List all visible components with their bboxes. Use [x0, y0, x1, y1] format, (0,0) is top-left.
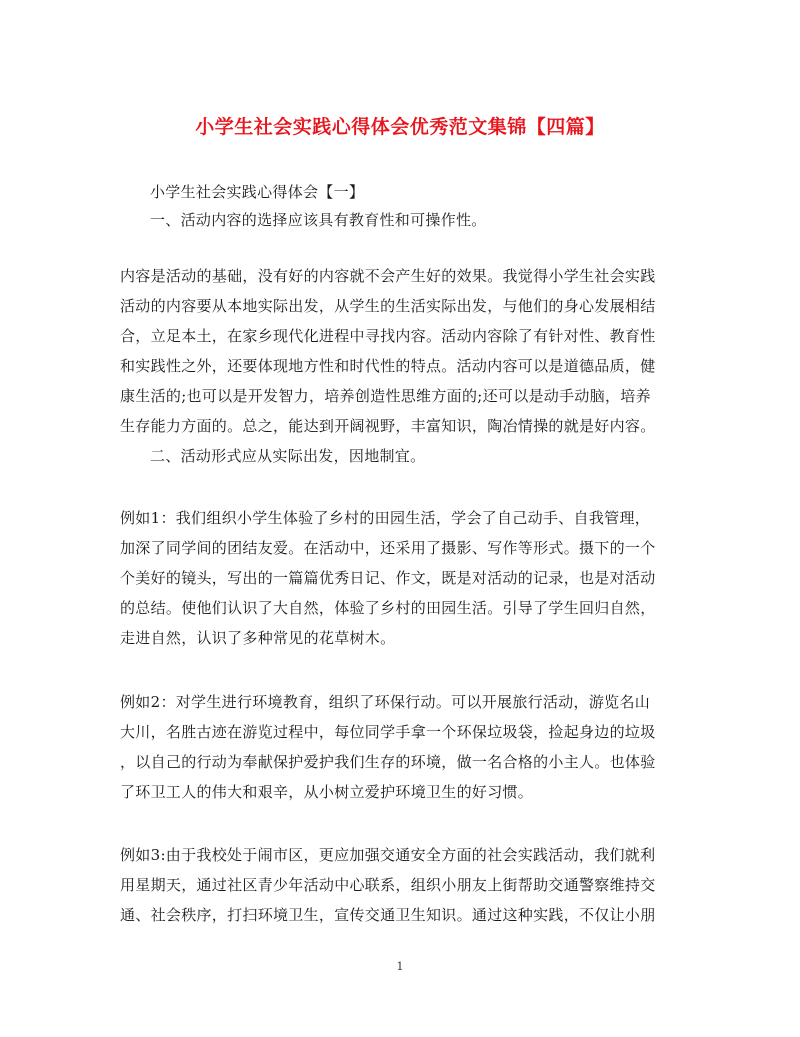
paragraph-line: 的总结。使他们认识了大自然，体验了乡村的田园生活。引导了学生回归自然， — [120, 599, 656, 617]
paragraph-line: 和实践性之外，还要体现地方性和时代性的特点。活动内容可以是道德品质，健 — [120, 357, 656, 375]
paragraph-line: 康生活的;也可以是开发智力，培养创造性思维方面的;还可以是动手动脑，培养 — [120, 387, 651, 405]
point-heading-1: 一、活动内容的选择应该具有教育性和可操作性。 — [150, 211, 487, 229]
paragraph-line: 例如3:由于我校处于闹市区，更应加强交通安全方面的社会实践活动，我们就利 — [120, 846, 656, 864]
paragraph-line: 生存能力方面的。总之，能达到开阔视野，丰富知识，陶冶情操的就是好内容。 — [120, 417, 656, 435]
paragraph-line: 个美好的镜头，写出的一篇篇优秀日记、作文，既是对活动的记录，也是对活动 — [120, 569, 656, 587]
paragraph-line: 加深了同学间的团结友爱。在活动中，还采用了摄影、写作等形式。摄下的一个 — [120, 539, 656, 557]
paragraph-line: 走进自然，认识了多种常见的花草树木。 — [120, 629, 396, 647]
point-heading-2: 二、活动形式应从实际出发，因地制宜。 — [150, 447, 426, 465]
paragraph-line: 用星期天，通过社区青少年活动中心联系，组织小朋友上街帮助交通警察维持交 — [120, 876, 656, 894]
paragraph-line: 例如1：我们组织小学生体验了乡村的田园生活，学会了自己动手、自我管理， — [120, 509, 651, 527]
paragraph-line: 合，立足本土，在家乡现代化进程中寻找内容。活动内容除了有针对性、教育性 — [120, 327, 656, 345]
paragraph-line: 大川，名胜古迹在游览过程中，每位同学手拿一个环保垃圾袋，捡起身边的垃圾 — [120, 723, 656, 741]
paragraph-line: 例如2：对学生进行环境教育，组织了环保行动。可以开展旅行活动，游览名山 — [120, 693, 651, 711]
paragraph-line: ，以自己的行动为奉献保护爱护我们生存的环境，做一名合格的小主人。也体验 — [120, 753, 656, 771]
section-heading: 小学生社会实践心得体会【一】 — [150, 183, 365, 201]
paragraph-line: 内容是活动的基础，没有好的内容就不会产生好的效果。我觉得小学生社会实践 — [120, 267, 656, 285]
paragraph-line: 活动的内容要从本地实际出发，从学生的生活实际出发，与他们的身心发展相结 — [120, 297, 656, 315]
paragraph-line: 了环卫工人的伟大和艰辛，从小树立爱护环境卫生的好习惯。 — [120, 783, 534, 801]
paragraph-line: 通、社会秩序，打扫环境卫生，宣传交通卫生知识。通过这种实践，不仅让小朋 — [120, 906, 656, 924]
page-number: 1 — [396, 960, 404, 973]
document-title: 小学生社会实践心得体会优秀范文集锦【四篇】 — [195, 116, 605, 138]
